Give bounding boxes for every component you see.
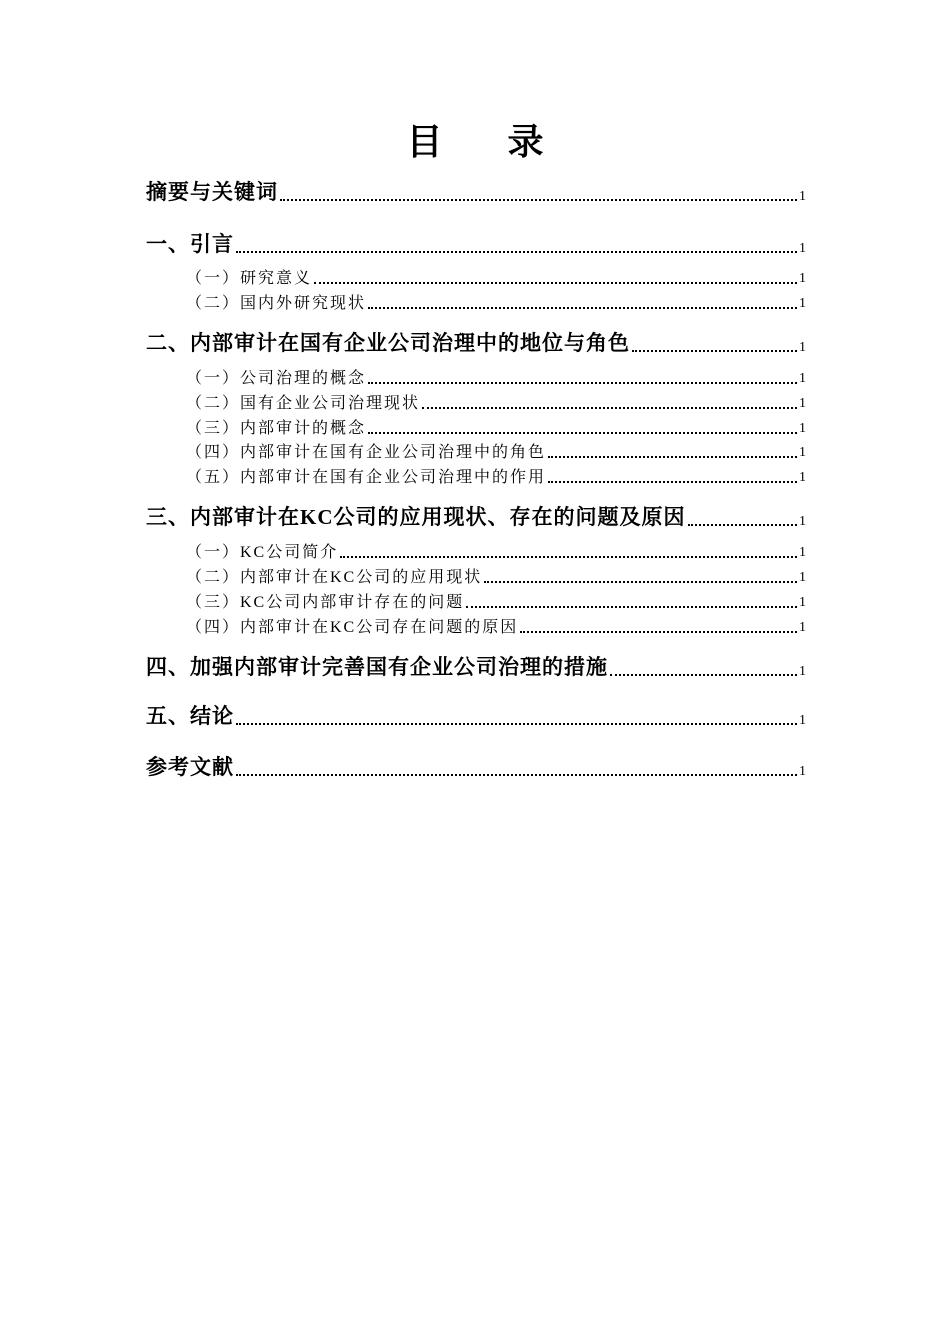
toc-page-number: 1: [799, 445, 806, 460]
toc-entry[interactable]: [146, 700, 806, 730]
toc-page-number: 1: [799, 570, 806, 585]
dot-leader: [236, 723, 797, 725]
dot-leader: [368, 432, 797, 434]
dot-leader: [484, 581, 797, 583]
toc-entry-label: 一、引言: [146, 232, 234, 256]
dot-leader: [466, 606, 797, 608]
toc-entry-label: （三）内部审计的概念: [186, 420, 367, 437]
toc-page-number: 1: [799, 595, 806, 610]
toc-page-number: 1: [799, 271, 806, 286]
dot-leader: [368, 307, 797, 309]
dot-leader: [548, 456, 797, 458]
dot-leader: [520, 631, 797, 633]
toc-entry-label: 三、内部审计在KC公司的应用现状、存在的问题及原因: [146, 505, 686, 529]
toc-entry[interactable]: [146, 751, 806, 781]
page-title: 目 录: [406, 122, 572, 162]
toc-entry[interactable]: [186, 590, 806, 612]
toc-entry[interactable]: [186, 565, 806, 587]
dot-leader: [422, 407, 797, 409]
toc-entry-label: （一）KC公司简介: [186, 544, 339, 561]
toc-page-number: 1: [799, 371, 806, 386]
dot-leader: [280, 199, 797, 201]
toc-entry[interactable]: [146, 228, 806, 258]
toc-page-number: 1: [799, 545, 806, 560]
dot-leader: [548, 481, 797, 483]
toc-entry-label: （一）研究意义: [186, 270, 313, 287]
toc-page-number: 1: [799, 396, 806, 411]
toc-entry[interactable]: [186, 291, 806, 313]
toc-page-number: 1: [799, 514, 806, 529]
dot-leader: [368, 382, 797, 384]
toc-entry[interactable]: [186, 615, 806, 637]
toc-page-number: 1: [799, 296, 806, 311]
toc-entry[interactable]: [186, 465, 806, 487]
toc-page-number: 1: [799, 421, 806, 436]
toc-entry[interactable]: [186, 366, 806, 388]
toc-entry-label: （二）内部审计在KC公司的应用现状: [186, 569, 483, 586]
dot-leader: [688, 524, 798, 526]
toc-entry-label: 摘要与关键词: [146, 180, 278, 204]
toc-page-number: 1: [799, 340, 806, 355]
toc-entry[interactable]: [186, 391, 806, 413]
toc-entry-label: 二、内部审计在国有企业公司治理中的地位与角色: [146, 331, 630, 355]
toc-entry[interactable]: [186, 540, 806, 562]
dot-leader: [632, 350, 797, 352]
dot-leader: [236, 251, 797, 253]
toc-page-number: 1: [799, 664, 806, 679]
dot-leader: [610, 674, 797, 676]
toc-entry-label: 五、结论: [146, 704, 234, 728]
toc-page-number: 1: [799, 189, 806, 204]
toc-entry[interactable]: [146, 327, 806, 357]
toc-entry[interactable]: [146, 176, 806, 206]
dot-leader: [314, 282, 797, 284]
toc-entry-label: （三）KC公司内部审计存在的问题: [186, 594, 465, 611]
toc-entry-label: （四）内部审计在国有企业公司治理中的角色: [186, 444, 547, 461]
toc-entry-label: （五）内部审计在国有企业公司治理中的作用: [186, 469, 547, 486]
toc-entry-label: （二）国有企业公司治理现状: [186, 395, 421, 412]
toc-entry[interactable]: [186, 266, 806, 288]
toc-entry-label: （二）国内外研究现状: [186, 295, 367, 312]
toc-entry-label: （四）内部审计在KC公司存在问题的原因: [186, 619, 519, 636]
toc-page-number: 1: [799, 241, 806, 256]
toc-entry[interactable]: [146, 501, 806, 531]
toc-entry[interactable]: [186, 416, 806, 438]
dot-leader: [340, 556, 797, 558]
dot-leader: [236, 774, 797, 776]
toc-page-number: 1: [799, 620, 806, 635]
toc-page-number: 1: [799, 470, 806, 485]
toc-entry-label: （一）公司治理的概念: [186, 370, 367, 387]
toc-entry-label: 四、加强内部审计完善国有企业公司治理的措施: [146, 655, 608, 679]
toc-entry-label: 参考文献: [146, 755, 234, 779]
toc-entry[interactable]: [146, 651, 806, 681]
toc-entry[interactable]: [186, 440, 806, 462]
toc-page-number: 1: [799, 713, 806, 728]
toc-page-number: 1: [799, 764, 806, 779]
